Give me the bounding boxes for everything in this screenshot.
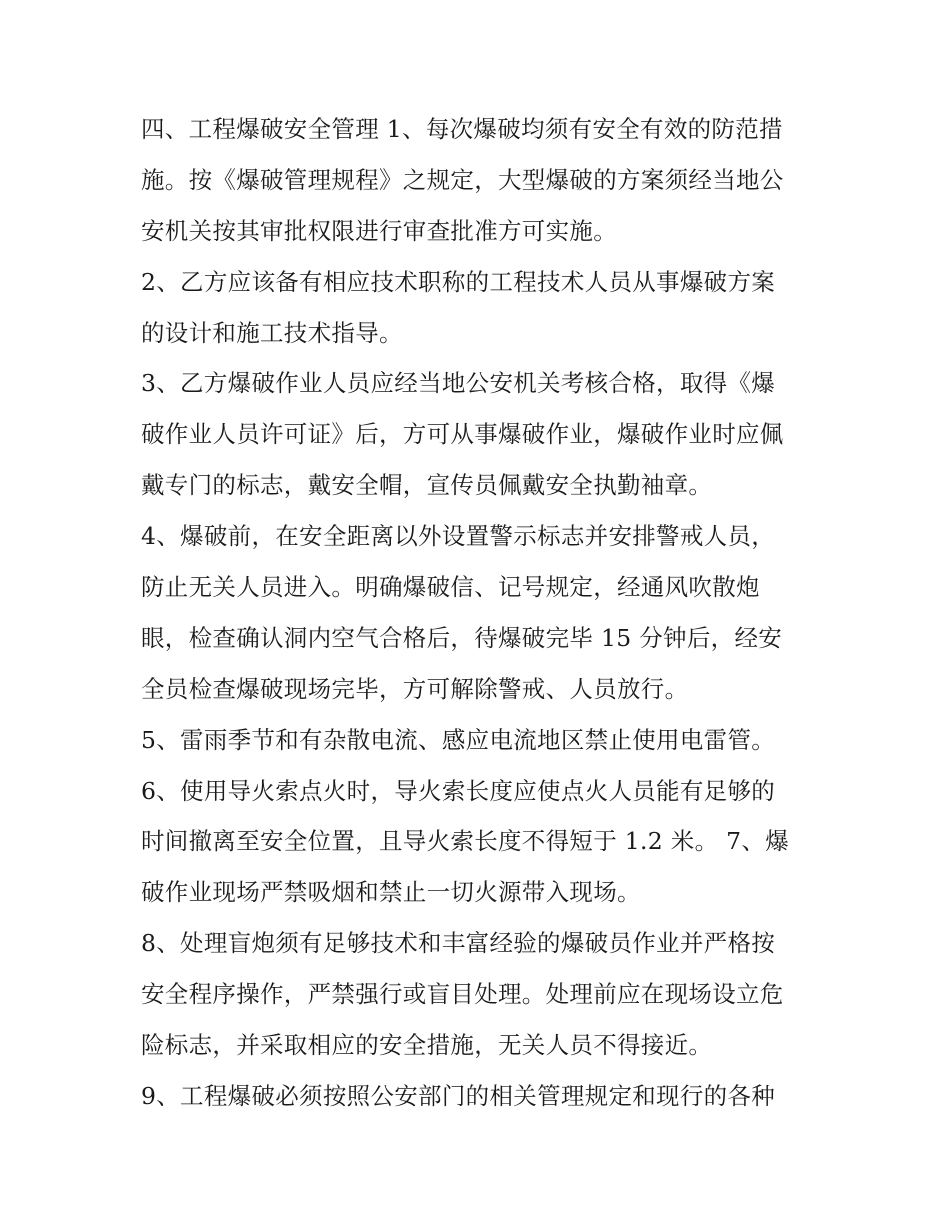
text-line: 时间撤离至安全位置，且导火索长度不得短于 1.2 米。 7、爆 (141, 827, 790, 856)
text-line: 6、使用导火索点火时，导火索长度应使点火人员能有足够的 (141, 776, 776, 805)
text-line: 8、处理盲炮须有足够技术和丰富经验的爆破员作业并严格按 (141, 929, 776, 958)
text-line: 的设计和施工技术指导。 (141, 318, 403, 347)
text-line: 破作业人员许可证》后，方可从事爆破作业，爆破作业时应佩 (141, 420, 784, 449)
text-line: 破作业现场严禁吸烟和禁止一切火源带入现场。 (141, 878, 641, 907)
text-line: 4、爆破前，在安全距离以外设置警示标志并安排警戒人员， (141, 522, 776, 551)
text-line: 施。按《爆破管理规程》之规定，大型爆破的方案须经当地公 (141, 165, 784, 194)
text-line: 安全程序操作，严禁强行或盲目处理。处理前应在现场设立危 (141, 980, 784, 1009)
text-line: 四、工程爆破安全管理 1、每次爆破均须有安全有效的防范措 (141, 115, 783, 143)
text-line: 5、雷雨季节和有杂散电流、感应电流地区禁止使用电雷管。 (141, 725, 776, 754)
text-line: 全员检查爆破现场完毕，方可解除警戒、人员放行。 (141, 674, 689, 703)
text-line: 防止无关人员进入。明确爆破信、记号规定，经通风吹散炮 (141, 573, 760, 602)
text-line: 3、乙方爆破作业人员应经当地公安机关考核合格，取得《爆 (141, 369, 776, 398)
text-line: 戴专门的标志，戴安全帽，宣传员佩戴安全执勤袖章。 (141, 471, 713, 500)
text-line: 9、工程爆破必须按照公安部门的相关管理规定和现行的各种 (141, 1081, 776, 1110)
text-line: 安机关按其审批权限进行审查批准方可实施。 (141, 216, 617, 245)
text-line: 眼，检查确认洞内空气合格后，待爆破完毕 15 分钟后，经安 (141, 623, 783, 652)
text-line: 险标志，并采取相应的安全措施，无关人员不得接近。 (141, 1031, 713, 1060)
text-line: 2、乙方应该备有相应技术职称的工程技术人员从事爆破方案 (141, 267, 776, 296)
document-body (141, 104, 821, 1122)
